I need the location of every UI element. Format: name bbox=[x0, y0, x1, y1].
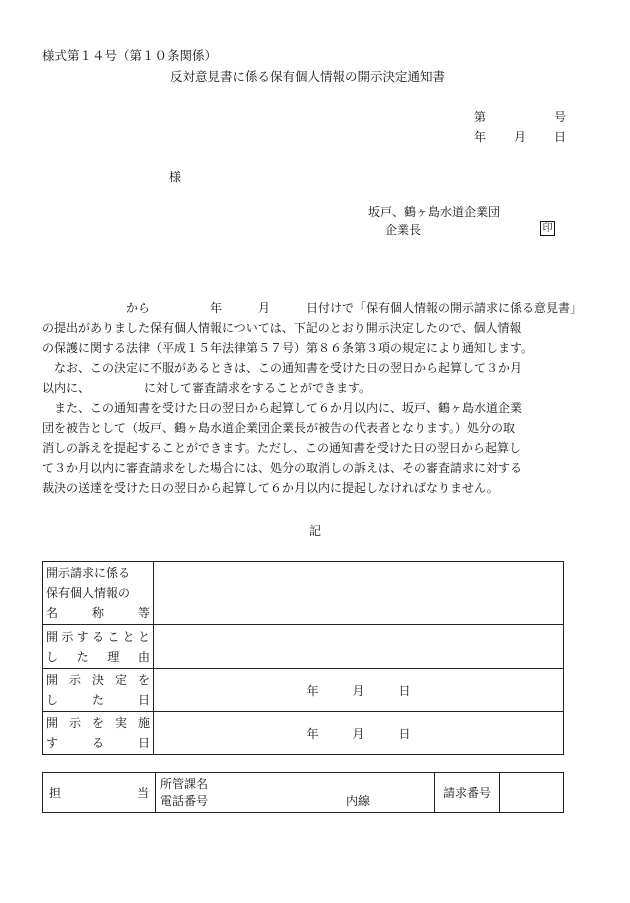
month-label: 月 bbox=[352, 683, 365, 698]
label-line bbox=[46, 670, 150, 690]
label-line: 保有個人情報の bbox=[46, 586, 131, 600]
label-char: と bbox=[137, 629, 150, 644]
label-char: す bbox=[46, 736, 59, 750]
label-char: る bbox=[91, 629, 104, 644]
body-line: 団を被告として（坂戸、鶴ヶ島水道企業団企業長が被告の代表者となります。）処分の取 bbox=[42, 421, 516, 435]
document-title: 反対意見書に係る保有個人情報の開示決定通知書 bbox=[170, 69, 446, 84]
label-char: 当 bbox=[136, 786, 149, 800]
date-day-label: 日 bbox=[554, 130, 567, 144]
label-line bbox=[46, 690, 150, 710]
issuer-organization: 坂戸、鶴ヶ島水道企業団 bbox=[368, 205, 501, 219]
label-char: 等 bbox=[137, 606, 150, 620]
label-reason bbox=[43, 625, 154, 669]
label-char: た bbox=[76, 649, 89, 664]
dept-label: 所管課名 bbox=[160, 776, 209, 791]
label-char: 示 bbox=[61, 629, 74, 644]
label-line bbox=[46, 733, 150, 753]
label-char: 開 bbox=[46, 629, 59, 644]
label-char: た bbox=[91, 693, 104, 707]
label-tanto bbox=[43, 773, 156, 813]
table-row bbox=[43, 712, 564, 755]
day-label: 日 bbox=[398, 726, 411, 741]
reference-dai: 第 bbox=[474, 110, 487, 124]
date-month-label: 月 bbox=[514, 130, 527, 144]
date-year-label: 年 bbox=[474, 130, 487, 144]
label-line bbox=[46, 627, 150, 647]
label-char: る bbox=[91, 736, 104, 750]
label-char: し bbox=[46, 693, 59, 707]
value-decision-date[interactable] bbox=[154, 669, 564, 712]
label-char: 開 bbox=[46, 673, 59, 687]
body-line: なお、この決定に不服があるときは、この通知書を受けた日の翌日から起算して３か月 bbox=[42, 361, 523, 375]
label-char: 示 bbox=[68, 673, 81, 687]
label-char: 定 bbox=[114, 673, 127, 687]
table-row bbox=[43, 669, 564, 712]
label-request-number: 請求番号 bbox=[435, 773, 500, 813]
label-char: 日 bbox=[137, 693, 150, 707]
label-line bbox=[46, 713, 150, 733]
contact-table bbox=[42, 772, 564, 813]
label-char: を bbox=[137, 673, 150, 687]
label-line bbox=[49, 784, 149, 801]
label-char: 実 bbox=[114, 716, 127, 730]
label-char: 称 bbox=[91, 606, 104, 620]
year-label: 年 bbox=[306, 726, 319, 741]
contact-details[interactable] bbox=[156, 773, 435, 813]
table-row bbox=[43, 562, 564, 625]
label-char: 担 bbox=[49, 786, 62, 800]
label-char: 名 bbox=[46, 606, 59, 620]
label-char: こ bbox=[107, 629, 120, 644]
phone-label: 電話番号 bbox=[160, 793, 209, 808]
body-line: 消しの訴えを提起することができます。ただし、この通知書を受けた日の翌日から起算し bbox=[42, 441, 522, 455]
label-decision-date bbox=[43, 669, 154, 712]
body-line: の提出がありました保有個人情報については、下記のとおり開示決定したので、個人情報 bbox=[42, 321, 522, 335]
phone-line bbox=[160, 793, 430, 810]
reference-go: 号 bbox=[554, 110, 567, 124]
body-line: の保護に関する法律（平成１５年法律第５７号）第８６条第３項の規定により通知します。 bbox=[42, 341, 534, 355]
recipient-honorific: 様 bbox=[169, 170, 182, 184]
value-request-number[interactable] bbox=[500, 773, 564, 813]
label-char: と bbox=[122, 629, 135, 644]
value-implementation-date[interactable] bbox=[154, 712, 564, 755]
table-row bbox=[43, 625, 564, 669]
body-line: 裁決の送達を受けた日の翌日から起算して６か月以内に提起しなければなりません。 bbox=[42, 481, 499, 495]
month-label: 月 bbox=[352, 726, 365, 741]
label-line bbox=[46, 603, 150, 623]
year-label: 年 bbox=[306, 683, 319, 698]
body-line: また、この通知書を受けた日の翌日から起算して６か月以内に、坂戸、鶴ヶ島水道企業 bbox=[42, 401, 523, 415]
label-char: を bbox=[91, 716, 104, 730]
label-char: 施 bbox=[137, 716, 150, 730]
ki-heading: 記 bbox=[309, 524, 322, 538]
table-row bbox=[43, 773, 564, 813]
form-number: 様式第１４号（第１０条関係） bbox=[42, 48, 218, 63]
label-implementation-date bbox=[43, 712, 154, 755]
label-char: し bbox=[46, 649, 59, 664]
label-line bbox=[46, 647, 150, 667]
extension-label: 内線 bbox=[346, 793, 371, 808]
decision-table bbox=[42, 561, 564, 755]
label-char: す bbox=[76, 629, 89, 644]
label-char: 示 bbox=[68, 716, 81, 730]
label-information-name bbox=[43, 562, 154, 625]
value-reason[interactable] bbox=[154, 625, 564, 669]
seal-mark: 印 bbox=[540, 221, 555, 236]
issuer-role: 企業長 bbox=[385, 223, 422, 237]
label-char: 由 bbox=[137, 649, 150, 664]
notice-body bbox=[42, 298, 592, 498]
label-char: 日 bbox=[137, 736, 150, 750]
label-char: 決 bbox=[91, 673, 104, 687]
body-line: て３か月以内に審査請求をした場合には、処分の取消しの訴えは、その審査請求に対する bbox=[42, 461, 523, 475]
label-line: 開示請求に係る bbox=[46, 566, 131, 580]
body-line: 以内に、 に対して審査請求をすることができます。 bbox=[42, 381, 372, 395]
body-line: から 年 月 日付けで「保有個人情報の開示請求に係る意見書」 bbox=[42, 301, 583, 315]
value-information-name[interactable] bbox=[154, 562, 564, 625]
day-label: 日 bbox=[398, 683, 411, 698]
label-char: 開 bbox=[46, 716, 59, 730]
label-char: 理 bbox=[107, 649, 120, 664]
